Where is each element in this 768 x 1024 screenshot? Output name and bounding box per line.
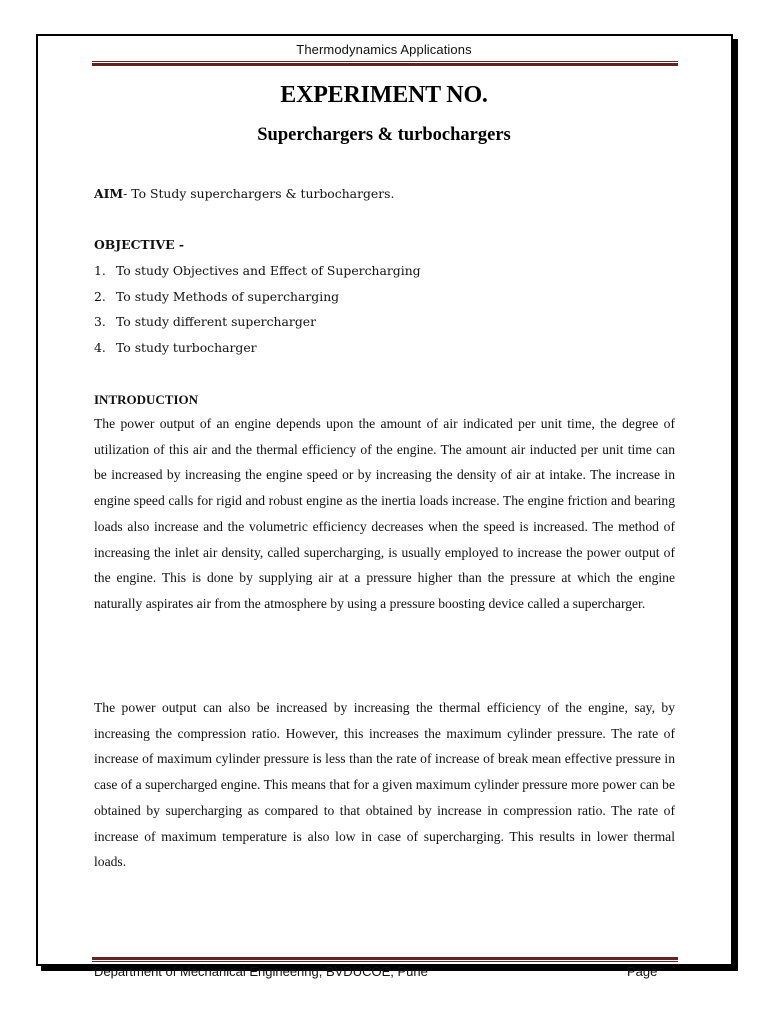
list-number: 3. [94,314,106,330]
footer-department: Department of Mechanical Engineering, BVDUCOE, Pune [94,964,428,979]
page-title: EXPERIMENT NO. [280,82,488,108]
introduction-paragraph-2: The power output can also be increased by increasing the thermal efficiency of the engine, say, by increasing the compression ratio. However, this increases the maximum cylinder pressure. The rate of increase of maximum cylinder pressure is less than the rate of increase of break mean effective pressure in case of a supercharged engine. This means that for a given maximum cylinder pressure more power can be obtained by supercharging as compared to that obtained by increase in compression ratio. The rate of increase of maximum temperature is also low in case of supercharging. This results in lower thermal loads. [94,700,675,870]
list-number: 2. [94,288,106,304]
list-text: To study turbocharger [116,340,257,356]
list-text: To study Objectives and Effect of Supercharging [116,263,421,278]
objective-list [94,263,675,366]
footer-rule [92,957,678,962]
objective-heading: OBJECTIVE - [94,237,184,252]
aim-text: - To Study superchargers & turbochargers. [123,186,395,201]
list-text: To study different supercharger [116,314,317,330]
page-subtitle: Superchargers & turbochargers [257,125,511,145]
list-item [94,340,675,366]
list-number: 1. [94,263,106,278]
introduction-heading: INTRODUCTION [94,392,199,407]
list-item [94,263,675,289]
aim-label: AIM [94,186,124,201]
aim-line [94,186,675,201]
list-text: To study Methods of supercharging [116,288,340,304]
list-item [94,289,675,315]
list-number: 4. [94,340,106,356]
footer-page-label: Page [627,964,658,979]
list-item [94,314,675,340]
introduction-paragraph-1: The power output of an engine depends upon the amount of air indicated per unit time, the degree of utilization of this air and the thermal efficiency of the engine. The amount air inducted per unit time can be increased by increasing the engine speed or by increasing the density of air at intake. The increase in engine speed calls for rigid and robust engine as the inertia loads increase. The engine friction and bearing loads also increase and the volumetric efficiency decreases when the speed is increased. The method of increasing the inlet air density, called supercharging, is usually employed to increase the power output of the engine. This is done by supplying air at a pressure higher than the pressure at which the engine naturally aspirates air from the atmosphere by using a pressure boosting device called a supercharger. [94,416,675,611]
running-header: Thermodynamics Applications [296,42,472,57]
header-rule [92,61,678,66]
